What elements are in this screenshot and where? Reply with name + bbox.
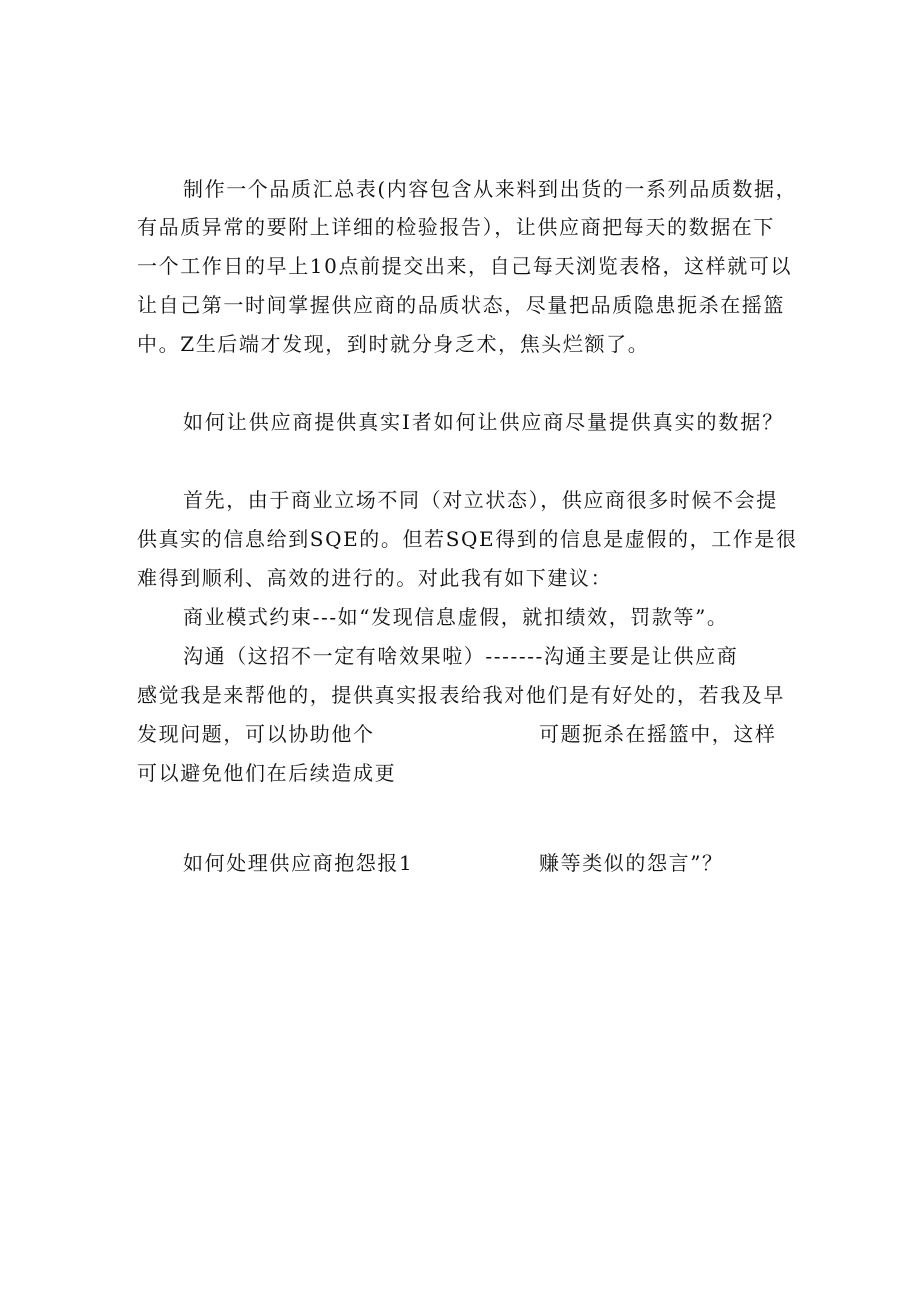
paragraph-line: 中。Z生后端才发现，到时就分身乏术，焦头烂额了。 (137, 332, 650, 356)
paragraph-line: 有品质异常的要附上详细的检验报告），让供应商把每天的数据在下 (137, 215, 775, 239)
paragraph-line: 可以避免他们在后续造成更 (137, 761, 397, 785)
paragraph-line: 一个工作日的早上10点前提交出来，自己每天浏览表格，这样就可以 (137, 254, 793, 278)
suggestion-item: 沟通（这招不一定有啥效果啦）-------沟通主要是让供应商 (183, 644, 739, 668)
question-heading: 如何让供应商提供真实Ⅰ者如何让供应商尽量提供真实的数据？ (183, 410, 785, 434)
paragraph-line: 制作一个品质汇总表(内容包含从来料到出货的一系列品质数据， (183, 177, 798, 201)
paragraph-line: 让自己第一时间掌握供应商的品质状态，尽量把品质隐患扼杀在摇篮 (137, 293, 785, 317)
paragraph-line: 供真实的信息给到SQE的。但若SQE得到的信息是虚假的，工作是很 (137, 527, 798, 551)
paragraph-line: 感觉我是来帮他的，提供真实报表给我对他们是有好处的，若我及早 (137, 683, 785, 707)
question-heading-right: 赚等类似的怨言”？ (539, 851, 724, 875)
suggestion-item: 商业模式约束---如“发现信息虚假，就扣绩效，罚款等”。 (183, 605, 729, 629)
paragraph-line: 难得到顺利、高效的进行的。对此我有如下建议： (137, 566, 613, 590)
paragraph-line: 首先，由于商业立场不同（对立状态），供应商很多时候不会提 (183, 488, 778, 512)
paragraph-line-right: 可题扼杀在摇篮中，这样 (539, 722, 777, 746)
question-heading-left: 如何处理供应商抱怨报1 (183, 851, 414, 875)
paragraph-line-left: 发现问题，可以协助他个 (137, 722, 375, 746)
